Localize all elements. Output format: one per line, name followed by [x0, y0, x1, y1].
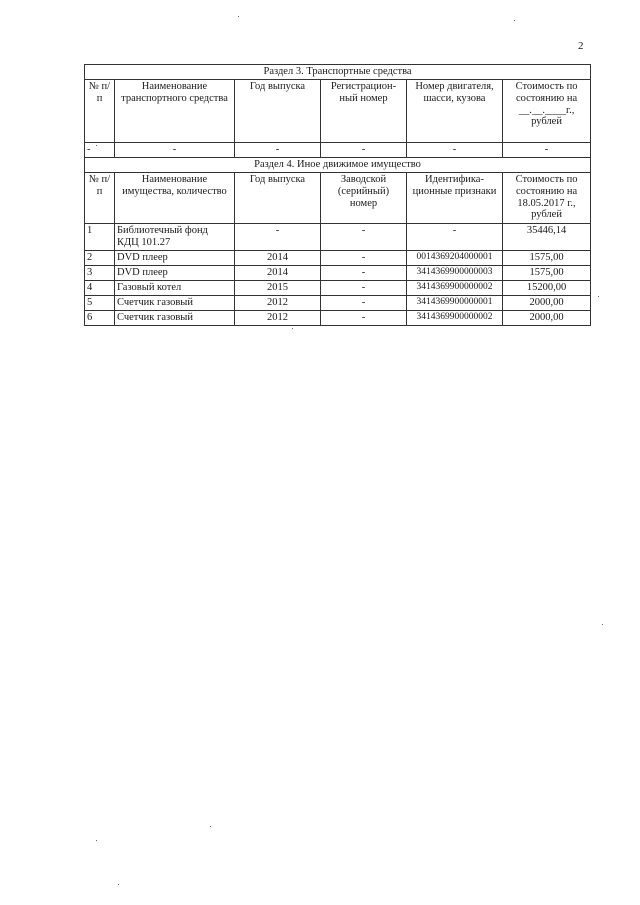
row-year: - [235, 224, 321, 251]
section4-header-row [85, 173, 591, 224]
row-name: DVD плеер [115, 266, 235, 281]
row-serial: - [321, 281, 407, 296]
table-row [85, 266, 591, 281]
header-number: № п/п [85, 173, 115, 224]
table-row [85, 311, 591, 326]
header-property-name: Наименование имущества, количество [115, 173, 235, 224]
table-cell: - [85, 143, 115, 158]
row-serial: - [321, 296, 407, 311]
row-number: 3 [85, 266, 115, 281]
row-name: Газовый котел [115, 281, 235, 296]
row-year: 2012 [235, 296, 321, 311]
scan-speck [96, 145, 97, 146]
row-cost: 15200,00 [503, 281, 591, 296]
header-year: Год выпуска [235, 80, 321, 143]
section3-title-row [85, 65, 591, 80]
row-name: Библиотечный фонд КДЦ 101.27 [115, 224, 235, 251]
section4-title: Раздел 4. Иное движимое имущество [85, 158, 591, 173]
header-vehicle-name: Наименование транспортного средства [115, 80, 235, 143]
row-cost: 1575,00 [503, 251, 591, 266]
row-ident: 0014369204000001 [407, 251, 503, 266]
row-ident: 3414369900000002 [407, 281, 503, 296]
row-name: Счетчик газовый [115, 296, 235, 311]
scan-speck [118, 884, 119, 885]
scan-speck [602, 624, 603, 625]
scan-speck [292, 328, 293, 329]
scan-speck [96, 840, 97, 841]
header-registration: Регистрацион-ный номер [321, 80, 407, 143]
table-row [85, 251, 591, 266]
row-name: DVD плеер [115, 251, 235, 266]
table-row [85, 281, 591, 296]
row-year: 2014 [235, 266, 321, 281]
scan-speck [598, 296, 599, 297]
row-cost: 35446,14 [503, 224, 591, 251]
row-number: 5 [85, 296, 115, 311]
header-engine-number: Номер двигателя, шасси, кузова [407, 80, 503, 143]
row-serial: - [321, 251, 407, 266]
header-serial: Заводской (серийный) номер [321, 173, 407, 224]
property-table [84, 64, 591, 326]
table-cell: - [321, 143, 407, 158]
header-cost: Стоимость по состоянию на __.__.____г., рублей [503, 80, 591, 143]
table-cell: - [503, 143, 591, 158]
row-ident: - [407, 224, 503, 251]
table-cell: - [235, 143, 321, 158]
header-identification: Идентифика-ционные признаки [407, 173, 503, 224]
table-cell: - [115, 143, 235, 158]
row-name: Счетчик газовый [115, 311, 235, 326]
row-serial: - [321, 266, 407, 281]
section3-title: Раздел 3. Транспортные средства [85, 65, 591, 80]
scan-speck [514, 20, 515, 21]
row-ident: 3414369900000003 [407, 266, 503, 281]
row-year: 2012 [235, 311, 321, 326]
row-year: 2015 [235, 281, 321, 296]
row-cost: 2000,00 [503, 296, 591, 311]
row-serial: - [321, 311, 407, 326]
row-number: 4 [85, 281, 115, 296]
header-cost: Стоимость по состоянию на 18.05.2017 г., рублей [503, 173, 591, 224]
section4-title-row [85, 158, 591, 173]
row-number: 2 [85, 251, 115, 266]
table-row [85, 224, 591, 251]
table-row [85, 296, 591, 311]
row-ident: 3414369900000001 [407, 296, 503, 311]
row-year: 2014 [235, 251, 321, 266]
row-cost: 1575,00 [503, 266, 591, 281]
row-number: 1 [85, 224, 115, 251]
scan-speck [238, 16, 239, 17]
section3-empty-row [85, 143, 591, 158]
row-cost: 2000,00 [503, 311, 591, 326]
row-ident: 3414369900000002 [407, 311, 503, 326]
row-number: 6 [85, 311, 115, 326]
page-number: 2 [578, 40, 584, 52]
header-year: Год выпуска [235, 173, 321, 224]
table-cell: - [407, 143, 503, 158]
header-number: № п/п [85, 80, 115, 143]
scan-speck [210, 826, 211, 827]
row-serial: - [321, 224, 407, 251]
section3-header-row [85, 80, 591, 143]
